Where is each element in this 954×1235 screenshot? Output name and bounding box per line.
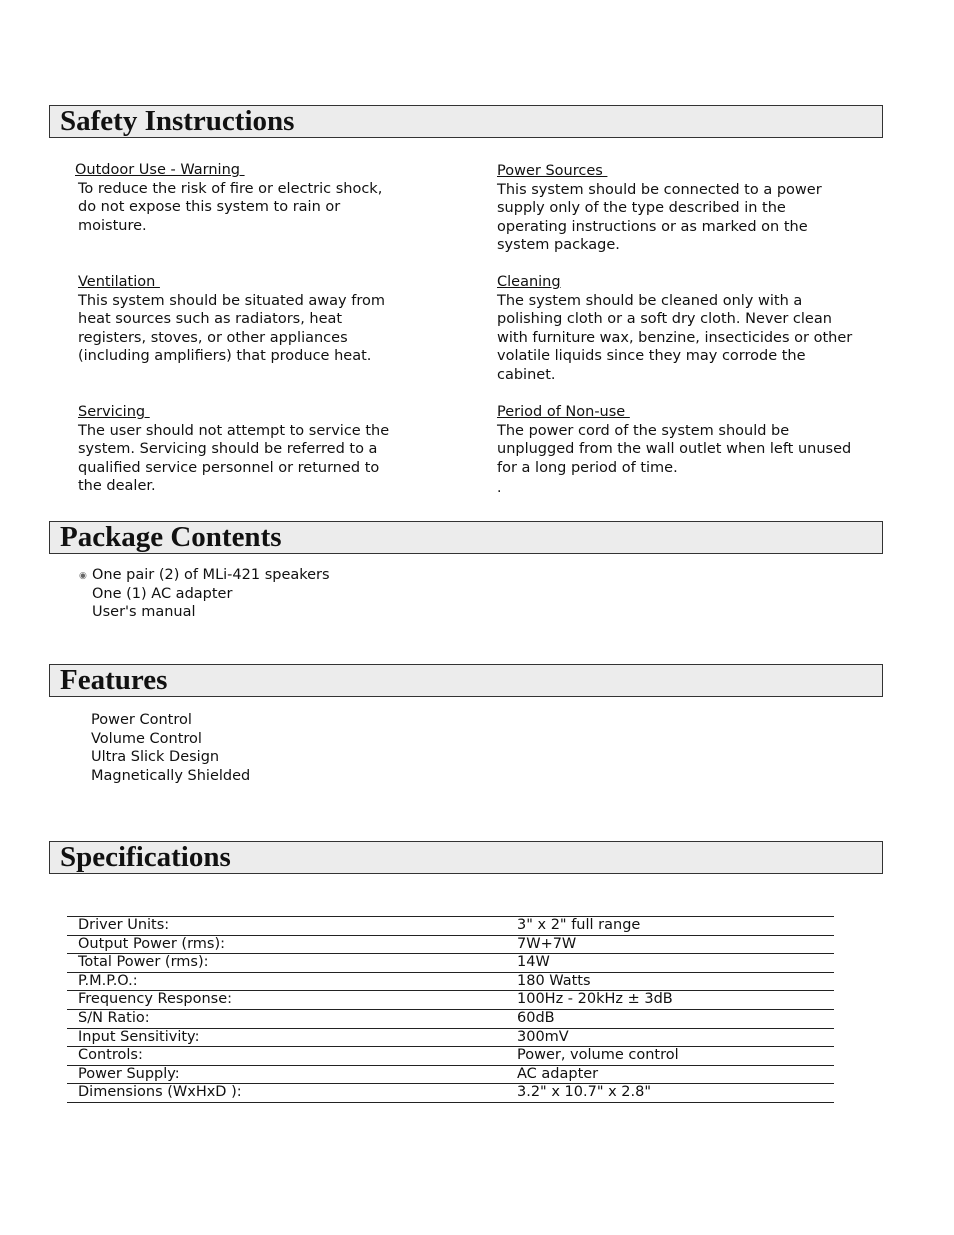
spec-value: 100Hz - 20kHz ± 3dB <box>506 991 834 1010</box>
spec-value: 300mV <box>506 1028 834 1047</box>
table-row <box>67 972 834 991</box>
bullet-icon: ◉ <box>79 571 87 581</box>
section-title: Specifications <box>60 841 231 873</box>
item-text: This system should be connected to a power supply only of the type described in the operating instructions or as marked on the system package. <box>497 181 822 254</box>
specifications-header <box>49 841 883 874</box>
spec-label: S/N Ratio: <box>67 1009 506 1028</box>
section-title: Safety Instructions <box>60 105 295 137</box>
table-row <box>67 1009 834 1028</box>
item-text: The power cord of the system should be unplugged from the wall outlet when left unused for a long period of time. <box>497 422 852 476</box>
item-text: To reduce the risk of fire or electric shock, do not expose this system to rain or moisture. <box>78 180 383 234</box>
safety-item-period-of-non-use <box>497 403 862 477</box>
safety-item-ventilation <box>78 273 398 366</box>
spec-value: 3" x 2" full range <box>506 917 834 936</box>
trailing-mark: . <box>497 480 502 496</box>
section-title: Features <box>60 664 168 696</box>
list-item: Ultra Slick Design <box>91 749 220 766</box>
item-heading: Ventilation <box>78 274 160 290</box>
spec-value: 7W+7W <box>506 935 834 954</box>
table-row <box>67 991 834 1010</box>
list-item: One pair (2) of MLi-421 speakers <box>92 567 330 583</box>
package-contents-list <box>92 566 330 622</box>
table-row <box>67 1047 834 1066</box>
safety-item-servicing <box>78 403 396 496</box>
spec-label: Output Power (rms): <box>67 935 506 954</box>
spec-value: AC adapter <box>506 1065 834 1084</box>
spec-value: Power, volume control <box>506 1047 834 1066</box>
spec-label: Controls: <box>67 1047 506 1066</box>
spec-label: Input Sensitivity: <box>67 1028 506 1047</box>
table-row <box>67 917 834 936</box>
item-text: This system should be situated away from heat sources such as radiators, heat registers, stoves, or other appliances (including amplifiers) that produce heat. <box>78 292 385 365</box>
item-heading: Outdoor Use - Warning <box>75 162 245 178</box>
item-text: The system should be cleaned only with a polishing cloth or a soft dry cloth. Never clean with furniture wax, benzine, insecticides or other volatile liquids since they may corrode the cabinet. <box>497 292 853 383</box>
spec-label: P.M.P.O.: <box>67 972 506 991</box>
list-item: Power Control <box>91 712 192 728</box>
item-heading: Cleaning <box>497 274 561 290</box>
item-text: The user should not attempt to service the system. Servicing should be referred to a qualified service personnel or returned to the dealer. <box>78 422 390 495</box>
spec-label: Total Power (rms): <box>67 954 506 973</box>
table-row <box>67 1084 834 1103</box>
package-contents-header <box>49 521 883 554</box>
spec-value: 14W <box>506 954 834 973</box>
list-item: One (1) AC adapter <box>92 585 233 602</box>
list-item: Magnetically Shielded <box>91 767 251 784</box>
item-heading: Servicing <box>78 404 150 420</box>
list-item: User's manual <box>92 604 196 621</box>
spec-value: 3.2" x 10.7" x 2.8" <box>506 1084 834 1103</box>
spec-label: Driver Units: <box>67 917 506 936</box>
list-item: Volume Control <box>91 730 202 747</box>
safety-instructions-header <box>49 105 883 138</box>
table-row <box>67 935 834 954</box>
spec-value: 60dB <box>506 1009 834 1028</box>
spec-label: Dimensions (WxHxD ): <box>67 1084 506 1103</box>
specifications-table <box>67 916 834 1103</box>
item-heading: Period of Non-use <box>497 404 630 420</box>
features-header <box>49 664 883 697</box>
features-list <box>91 711 250 785</box>
safety-item-cleaning <box>497 273 857 385</box>
table-row <box>67 954 834 973</box>
section-title: Package Contents <box>60 521 282 553</box>
item-heading: Power Sources <box>497 163 608 179</box>
table-row <box>67 1028 834 1047</box>
safety-item-outdoor-use <box>75 161 395 235</box>
spec-label: Frequency Response: <box>67 991 506 1010</box>
table-row <box>67 1065 834 1084</box>
safety-item-power-sources <box>497 162 842 255</box>
spec-value: 180 Watts <box>506 972 834 991</box>
spec-label: Power Supply: <box>67 1065 506 1084</box>
